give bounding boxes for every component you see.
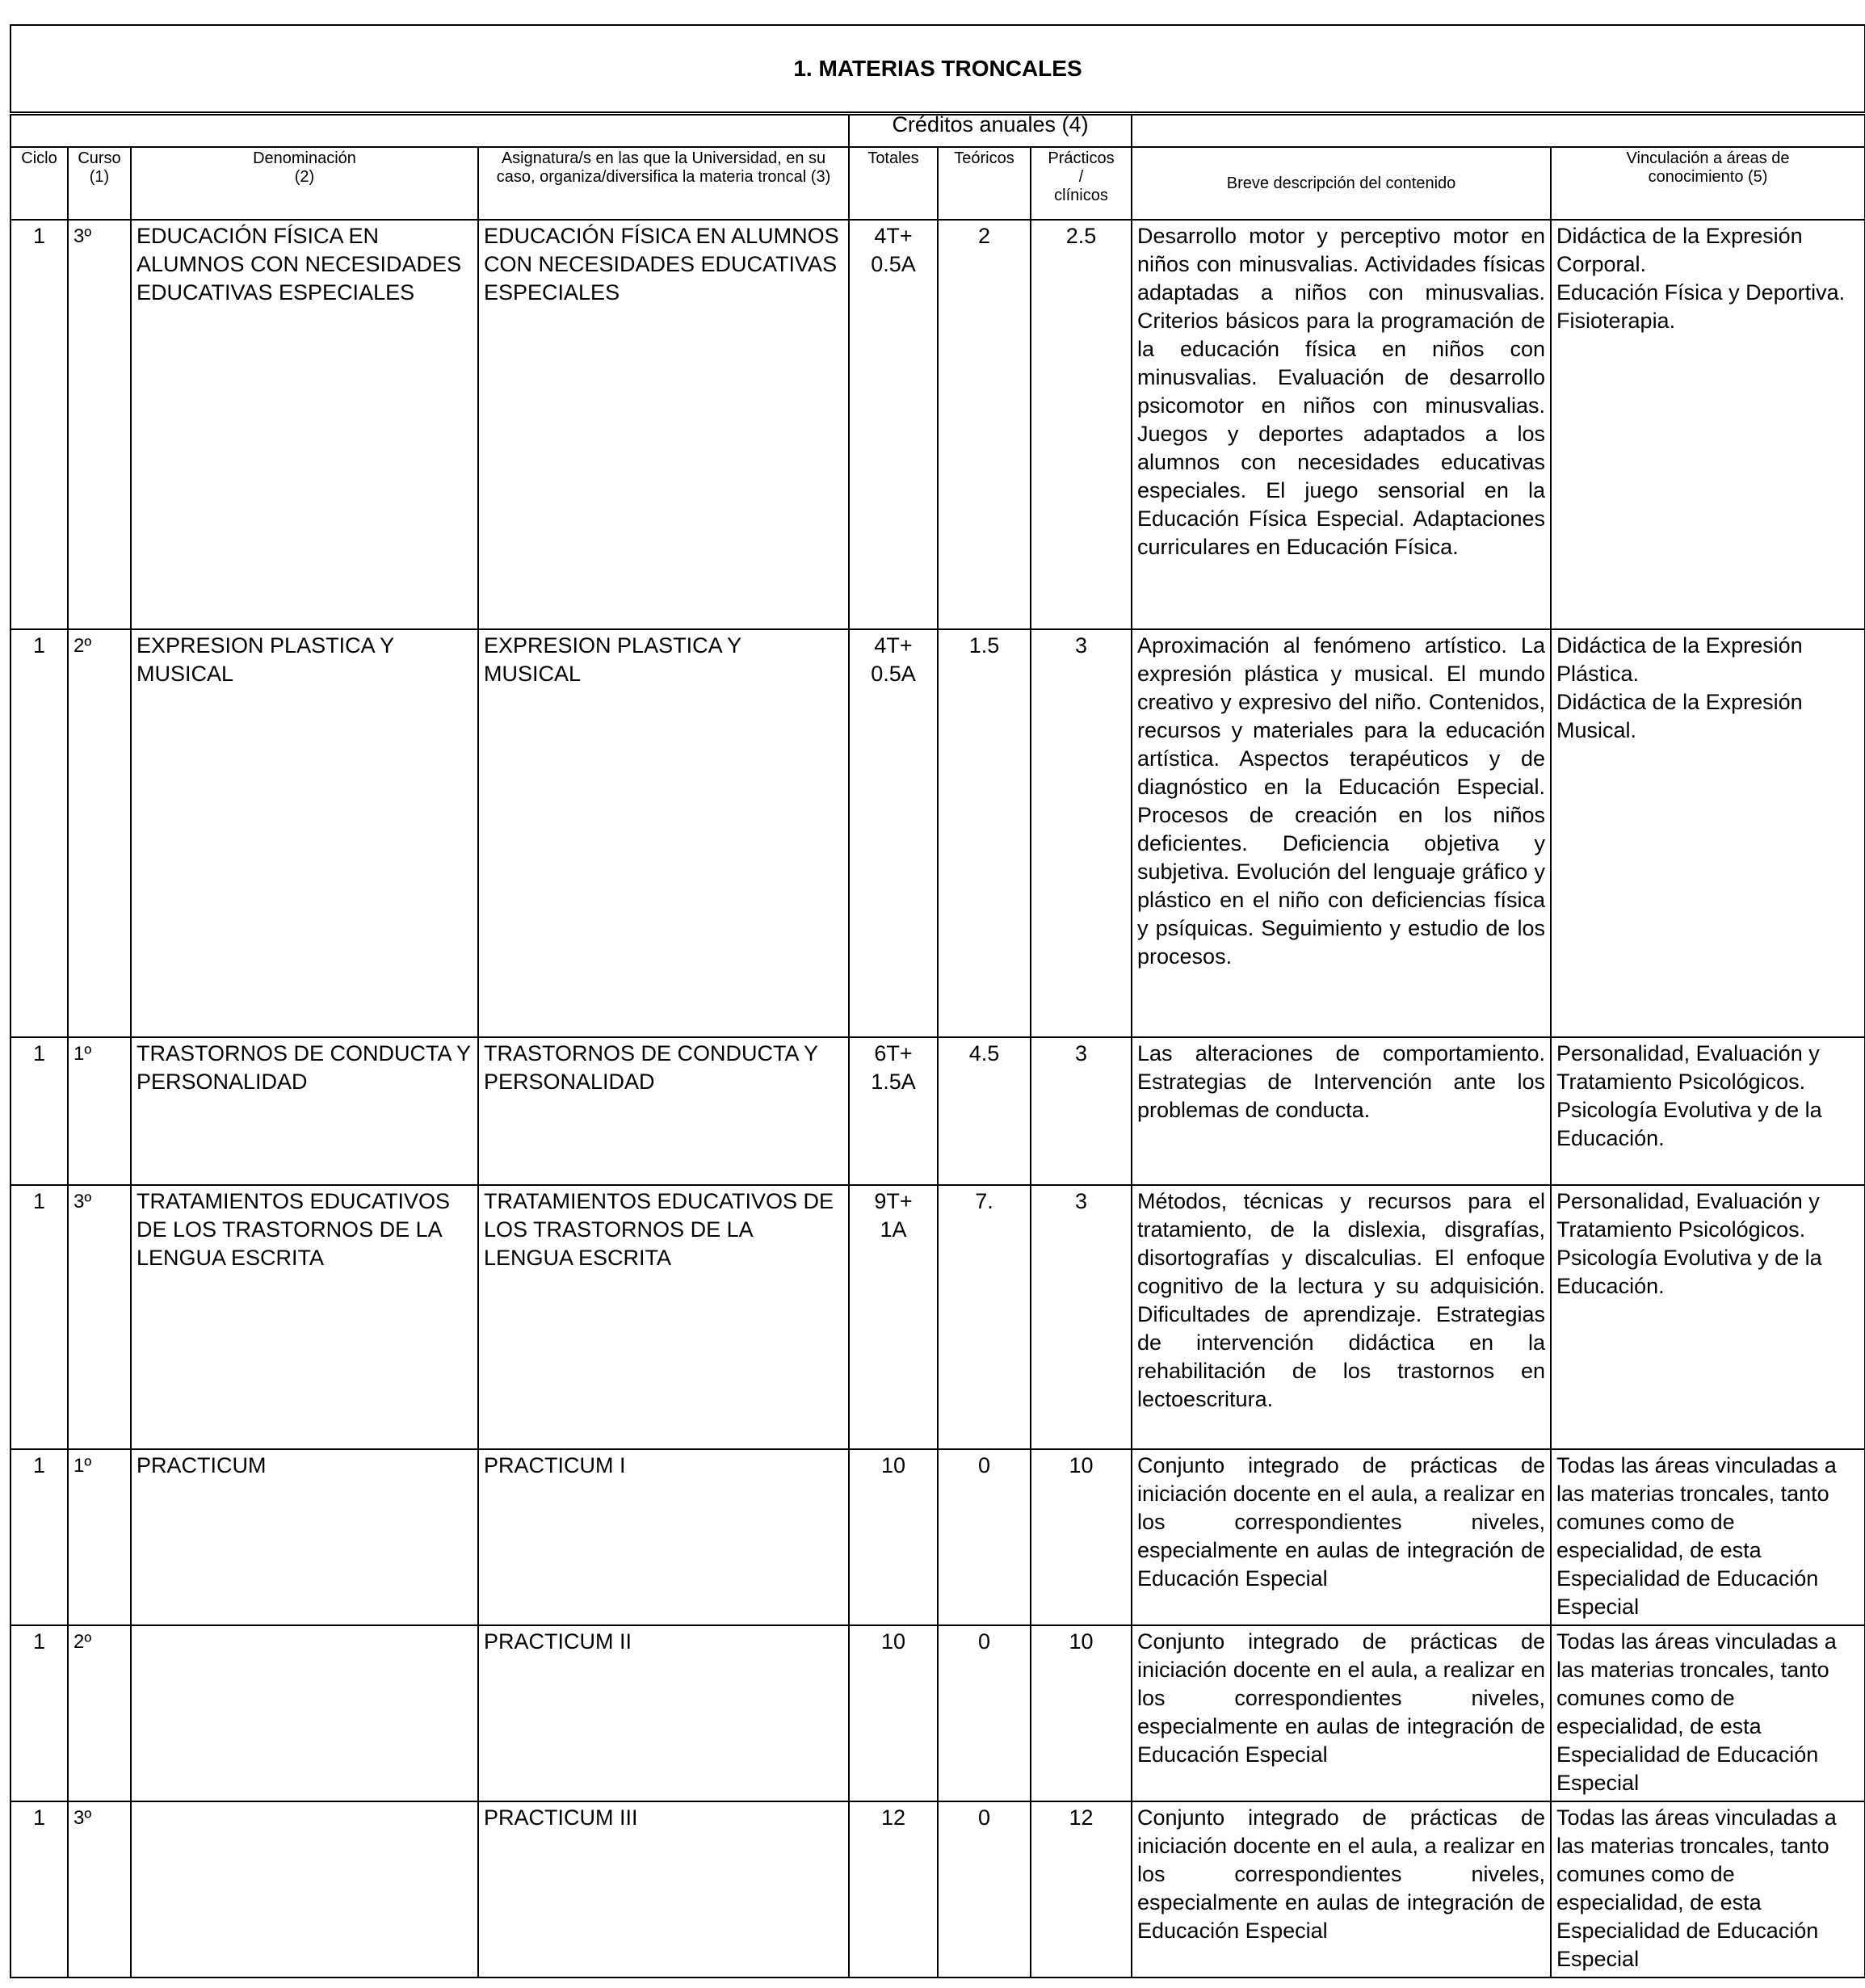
cell-teoricos: 0 <box>938 1801 1031 1977</box>
cell-curso: 3º <box>68 1185 131 1449</box>
cell-asignatura: EXPRESION PLASTICA Y MUSICAL <box>478 629 849 1037</box>
cell-curso: 1º <box>68 1037 131 1185</box>
table-row <box>11 1185 1865 1449</box>
header-row <box>11 147 1865 220</box>
document-frame <box>10 24 1864 1981</box>
cell-totales: 4T+ 0.5A <box>849 629 938 1037</box>
cell-teoricos: 1.5 <box>938 629 1031 1037</box>
cell-practicos: 10 <box>1031 1625 1132 1801</box>
cell-ciclo: 1 <box>11 1185 68 1449</box>
cell-descripcion: Las alteraciones de comportamiento. Estrategias de Intervención ante los problemas de conducta. <box>1132 1037 1551 1185</box>
table-row <box>11 1449 1865 1625</box>
cell-ciclo: 1 <box>11 220 68 629</box>
cell-asignatura: EDUCACIÓN FÍSICA EN ALUMNOS CON NECESIDADES EDUCATIVAS ESPECIALES <box>478 220 849 629</box>
cell-descripcion: Conjunto integrado de prácticas de iniciación docente en el aula, a realizar en los correspondientes niveles, especialmente en aulas de integración de Educación Especial <box>1132 1801 1551 1977</box>
cell-vinculacion: Didáctica de la Expresión Corporal. Educación Física y Deportiva. Fisioterapia. <box>1551 220 1865 629</box>
table-row <box>11 1625 1865 1801</box>
cell-totales: 4T+ 0.5A <box>849 220 938 629</box>
cell-vinculacion: Todas las áreas vinculadas a las materias troncales, tanto comunes como de especialidad, de esta Especialidad de Educación Especial <box>1551 1625 1865 1801</box>
cell-ciclo: 1 <box>11 629 68 1037</box>
cell-descripcion: Métodos, técnicas y recursos para el tratamiento, de la dislexia, disgrafías, disortografías y discalculias. El enfoque cognitivo de la lectura y su adquisición. Dificultades de aprendizaje. Estrategias de intervención didáctica en la rehabilitación de los trastornos en lectoescritura. <box>1132 1185 1551 1449</box>
col-asignatura: Asignatura/s en las que la Universidad, en su caso, organiza/diversifica la materia troncal (3) <box>478 147 849 220</box>
cell-denominacion: TRATAMIENTOS EDUCATIVOS DE LOS TRASTORNOS DE LA LENGUA ESCRITA <box>131 1185 478 1449</box>
cell-curso: 1º <box>68 1449 131 1625</box>
title-box <box>10 24 1865 113</box>
cell-practicos: 10 <box>1031 1449 1132 1625</box>
col-curso: Curso (1) <box>68 147 131 220</box>
cell-denominacion <box>131 1801 478 1977</box>
cell-ciclo: 1 <box>11 1801 68 1977</box>
cell-totales: 10 <box>849 1449 938 1625</box>
cell-practicos: 3 <box>1031 1037 1132 1185</box>
col-denominacion: Denominación (2) <box>131 147 478 220</box>
cell-teoricos: 4.5 <box>938 1037 1031 1185</box>
col-totales: Totales <box>849 147 938 220</box>
col-ciclo: Ciclo <box>11 147 68 220</box>
cell-vinculacion: Didáctica de la Expresión Plástica. Didáctica de la Expresión Musical. <box>1551 629 1865 1037</box>
cell-teoricos: 2 <box>938 220 1031 629</box>
cell-denominacion: PRACTICUM <box>131 1449 478 1625</box>
cell-totales: 10 <box>849 1625 938 1801</box>
cell-denominacion: EDUCACIÓN FÍSICA EN ALUMNOS CON NECESIDADES EDUCATIVAS ESPECIALES <box>131 220 478 629</box>
cell-denominacion <box>131 1625 478 1801</box>
cell-descripcion: Aproximación al fenómeno artístico. La expresión plástica y musical. El mundo creativo y expresivo del niño. Contenidos, recursos y materiales para la educación artística. Aspectos terapéuticos y de diagnóstico en la Educación Especial. Procesos de creación en los niños deficientes. Deficiencia objetiva y subjetiva. Evolución del lenguaje gráfico y plástico en el niño con deficiencias física y psíquicas. Seguimiento y estudio de los procesos. <box>1132 629 1551 1037</box>
cell-curso: 2º <box>68 1625 131 1801</box>
cell-ciclo: 1 <box>11 1449 68 1625</box>
cell-teoricos: 0 <box>938 1449 1031 1625</box>
cell-practicos: 3 <box>1031 629 1132 1037</box>
cell-practicos: 2.5 <box>1031 220 1132 629</box>
table-row <box>11 1037 1865 1185</box>
cell-curso: 3º <box>68 1801 131 1977</box>
cell-vinculacion: Personalidad, Evaluación y Tratamiento Psicológicos. Psicología Evolutiva y de la Educación. <box>1551 1185 1865 1449</box>
cell-asignatura: PRACTICUM I <box>478 1449 849 1625</box>
cell-practicos: 3 <box>1031 1185 1132 1449</box>
cell-vinculacion: Personalidad, Evaluación y Tratamiento Psicológicos. Psicología Evolutiva y de la Educación. <box>1551 1037 1865 1185</box>
cell-teoricos: 0 <box>938 1625 1031 1801</box>
table-row <box>11 220 1865 629</box>
cell-asignatura: PRACTICUM III <box>478 1801 849 1977</box>
cell-asignatura: PRACTICUM II <box>478 1625 849 1801</box>
cell-totales: 9T+ 1A <box>849 1185 938 1449</box>
col-practicos: Prácticos / clínicos <box>1031 147 1132 220</box>
col-descripcion: Breve descripción del contenido <box>1132 147 1551 220</box>
cell-curso: 3º <box>68 220 131 629</box>
cell-descripcion: Desarrollo motor y perceptivo motor en niños con minusvalias. Actividades físicas adaptadas a niños con minusvalias. Criterios básicos para la programación de la educación física en niños con minusvalias. Evaluación de desarrollo psicomotor en niños con minusvalias. Juegos y deportes adaptados a los alumnos con necesidades educativas especiales. El juego sensorial en la Educación Física Especial. Adaptaciones curriculares en Educación Física. <box>1132 220 1551 629</box>
col-teoricos: Teóricos <box>938 147 1031 220</box>
cell-descripcion: Conjunto integrado de prácticas de iniciación docente en el aula, a realizar en los correspondientes niveles, especialmente en aulas de integración de Educación Especial <box>1132 1449 1551 1625</box>
cell-denominacion: TRASTORNOS DE CONDUCTA Y PERSONALIDAD <box>131 1037 478 1185</box>
cell-vinculacion: Todas las áreas vinculadas a las materias troncales, tanto comunes como de especialidad, de esta Especialidad de Educación Especial <box>1551 1449 1865 1625</box>
cell-curso: 2º <box>68 629 131 1037</box>
cell-totales: 12 <box>849 1801 938 1977</box>
header-group-row <box>11 115 1865 147</box>
table-row <box>11 1801 1865 1977</box>
cell-totales: 6T+ 1.5A <box>849 1037 938 1185</box>
cell-ciclo: 1 <box>11 1625 68 1801</box>
header-blank-left <box>11 115 849 147</box>
cell-asignatura: TRASTORNOS DE CONDUCTA Y PERSONALIDAD <box>478 1037 849 1185</box>
cell-descripcion: Conjunto integrado de prácticas de iniciación docente en el aula, a realizar en los correspondientes niveles, especialmente en aulas de integración de Educación Especial <box>1132 1625 1551 1801</box>
cell-asignatura: TRATAMIENTOS EDUCATIVOS DE LOS TRASTORNOS DE LA LENGUA ESCRITA <box>478 1185 849 1449</box>
cell-ciclo: 1 <box>11 1037 68 1185</box>
table-row <box>11 629 1865 1037</box>
credits-group-header: Créditos anuales (4) <box>849 115 1132 147</box>
materias-table <box>10 114 1865 1978</box>
col-vinculacion: Vinculación a áreas de conocimiento (5) <box>1551 147 1865 220</box>
cell-teoricos: 7. <box>938 1185 1031 1449</box>
cell-practicos: 12 <box>1031 1801 1132 1977</box>
header-blank-right <box>1132 115 1865 147</box>
cell-denominacion: EXPRESION PLASTICA Y MUSICAL <box>131 629 478 1037</box>
page-title: 1. MATERIAS TRONCALES <box>793 56 1082 81</box>
table-header <box>11 112 1865 220</box>
cell-vinculacion: Todas las áreas vinculadas a las materias troncales, tanto comunes como de especialidad, de esta Especialidad de Educación Especial <box>1551 1801 1865 1977</box>
